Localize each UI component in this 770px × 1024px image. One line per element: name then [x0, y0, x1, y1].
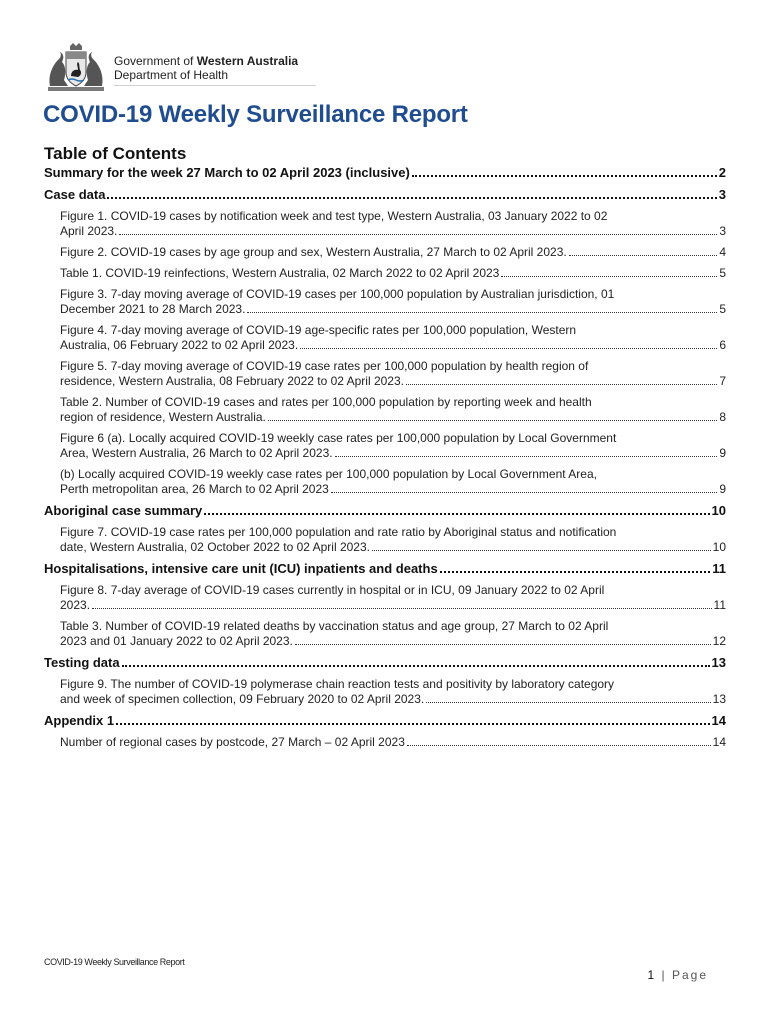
toc-leader-dots: [268, 419, 717, 421]
toc-entry-text: Hospitalisations, intensive care unit (ICU) inpatients and deaths: [44, 561, 438, 576]
toc-page-number: 10: [711, 503, 726, 518]
toc-entry-text-line1: Figure 9. The number of COVID-19 polymerase chain reaction tests and positivity by laboratory category: [60, 677, 615, 691]
toc-section-entry[interactable]: [44, 713, 726, 729]
page-number: 1: [647, 968, 657, 982]
toc-entry-line2: [60, 410, 726, 425]
toc-subentry[interactable]: [44, 395, 726, 425]
page-separator: |: [661, 968, 667, 982]
toc-subentry[interactable]: [44, 359, 726, 389]
toc-leader-dots: [204, 512, 709, 515]
toc-leader-dots: [107, 196, 716, 199]
toc-entry-line2: [60, 598, 726, 613]
toc-entry-line2: [60, 634, 726, 649]
toc-page-number: 8: [719, 410, 726, 424]
toc-page-number: 2: [718, 165, 726, 180]
toc-leader-dots: [116, 722, 709, 725]
toc-leader-dots: [406, 383, 717, 385]
toc-page-number: 14: [711, 713, 726, 728]
toc-subentry[interactable]: [44, 323, 726, 353]
footer-report-name: COVID-19 Weekly Surveillance Report: [44, 957, 185, 967]
department-line: Department of Health: [114, 68, 229, 82]
toc-entry-text-line2: and week of specimen collection, 09 February 2020 to 02 April 2023.: [60, 692, 425, 706]
toc-entry-text-line2: Area, Western Australia, 26 March to 02 April 2023.: [60, 446, 333, 460]
toc-entry-line2: [60, 338, 726, 353]
government-prefix: Government of: [114, 54, 197, 68]
toc-subentry[interactable]: [44, 431, 726, 461]
toc-subentry[interactable]: [44, 619, 726, 649]
toc-entry-text-line1: Figure 5. 7-day moving average of COVID-19 case rates per 100,000 population by health region of: [60, 359, 589, 373]
toc-leader-dots: [300, 347, 717, 349]
toc-entry-text-line1: Figure 4. 7-day moving average of COVID-19 age-specific rates per 100,000 population, Western: [60, 323, 577, 337]
toc-entry-line2: [60, 692, 726, 707]
toc-page-number: 14: [712, 735, 726, 749]
toc-entry-text-line1: Figure 6 (a). Locally acquired COVID-19 weekly case rates per 100,000 population by Local Government: [60, 431, 617, 445]
toc-leader-dots: [501, 275, 717, 277]
toc-subentry[interactable]: [44, 287, 726, 317]
toc-entry-text: Table 1. COVID-19 reinfections, Western Australia, 02 March 2022 to 02 April 2023: [60, 266, 500, 280]
state-name: Western Australia: [196, 54, 299, 68]
header-divider: [114, 85, 316, 86]
toc-entry-line2: [60, 482, 726, 497]
toc-entry-text-line2: 2023.: [60, 598, 91, 612]
government-line: [114, 54, 298, 68]
toc-subentry[interactable]: [44, 266, 726, 281]
toc-page-number: 4: [719, 245, 726, 259]
toc-page-number: 5: [719, 266, 726, 280]
toc-entry-line2: [60, 224, 726, 239]
toc-page-number: 3: [718, 187, 726, 202]
page-header: [44, 40, 298, 96]
toc-leader-dots: [426, 701, 710, 703]
toc-leader-dots: [247, 311, 717, 313]
toc-entry-text-line2: December 2021 to 28 March 2023.: [60, 302, 246, 316]
toc-entry-line2: [60, 446, 726, 461]
toc-page-number: 6: [719, 338, 726, 352]
page-word: Page: [671, 968, 708, 982]
toc-entry-text-line2: Australia, 06 February 2022 to 02 April 2023.: [60, 338, 299, 352]
toc-entry-line2: [60, 540, 726, 555]
toc-leader-dots: [440, 570, 711, 573]
toc-leader-dots: [92, 607, 712, 609]
toc-page-number: 12: [712, 634, 726, 648]
toc-entry-text-line1: Figure 7. COVID-19 case rates per 100,000 population and rate ratio by Aboriginal status and notification: [60, 525, 617, 539]
toc-entry-text: Number of regional cases by postcode, 27 March – 02 April 2023: [60, 735, 405, 749]
toc-subentry[interactable]: [44, 583, 726, 613]
toc-entry-line2: [60, 302, 726, 317]
toc-subentry[interactable]: [44, 209, 726, 239]
toc-leader-dots: [331, 491, 717, 493]
toc-page-number: 7: [719, 374, 726, 388]
toc-leader-dots: [412, 174, 717, 177]
toc-entry-text-line1: Figure 3. 7-day moving average of COVID-19 cases per 100,000 population by Australian jurisdiction, 01: [60, 287, 615, 301]
toc-entry-text: Summary for the week 27 March to 02 April 2023 (inclusive): [44, 165, 410, 180]
toc-leader-dots: [119, 233, 717, 235]
toc-entry-text-line2: residence, Western Australia, 08 February 2022 to 02 April 2023.: [60, 374, 404, 388]
toc-page-number: 3: [719, 224, 726, 238]
toc-section-entry[interactable]: [44, 655, 726, 671]
toc-entry-line2: [60, 374, 726, 389]
toc-page-number: 5: [719, 302, 726, 316]
toc-page-number: 11: [712, 561, 726, 576]
organisation-name: [114, 54, 298, 82]
toc-entry-text-line2: April 2023.: [60, 224, 118, 238]
toc-entry-text-line1: Figure 8. 7-day average of COVID-19 cases currently in hospital or in ICU, 09 January 2022 to 02 April: [60, 583, 605, 597]
wa-coat-of-arms-icon: [44, 42, 108, 94]
report-title: COVID-19 Weekly Surveillance Report: [43, 101, 468, 128]
toc-entry-text-line2: Perth metropolitan area, 26 March to 02 April 2023: [60, 482, 329, 496]
toc-subentry[interactable]: [44, 467, 726, 497]
toc-entry-text-line1: Figure 1. COVID-19 cases by notification week and test type, Western Australia, 03 January 2022 to 02: [60, 209, 608, 223]
toc-subentry[interactable]: [44, 525, 726, 555]
toc-entry-text: Aboriginal case summary: [44, 503, 203, 518]
toc-leader-dots: [569, 254, 718, 256]
toc-leader-dots: [295, 643, 711, 645]
toc-page-number: 9: [719, 482, 726, 496]
toc-entry-text: Appendix 1: [44, 713, 115, 728]
toc-entry-text-line2: region of residence, Western Australia.: [60, 410, 266, 424]
toc-leader-dots: [122, 664, 710, 667]
toc-entry-text: Case data: [44, 187, 106, 202]
toc-entry-text: Testing data: [44, 655, 120, 670]
toc-entry-text: Figure 2. COVID-19 cases by age group and sex, Western Australia, 27 March to 02 April 2023.: [60, 245, 567, 259]
toc-leader-dots: [335, 455, 718, 457]
toc-heading: Table of Contents: [44, 144, 187, 163]
footer-page-number: [647, 968, 708, 982]
toc-leader-dots: [407, 744, 711, 746]
toc-entry-text-line2: 2023 and 01 January 2022 to 02 April 2023.: [60, 634, 293, 648]
toc-section-entry[interactable]: [44, 561, 726, 577]
toc-entry-text-line1: Table 3. Number of COVID-19 related deaths by vaccination status and age group, 27 March to 02 April: [60, 619, 609, 633]
toc-entry-text-line2: date, Western Australia, 02 October 2022 to 02 April 2023.: [60, 540, 370, 554]
toc-subentry[interactable]: [44, 245, 726, 260]
toc-section-entry[interactable]: [44, 165, 726, 181]
toc-section-entry[interactable]: [44, 503, 726, 519]
toc-entry-text-line1: (b) Locally acquired COVID-19 weekly case rates per 100,000 population by Local Government Area,: [60, 467, 597, 481]
toc-page-number: 13: [711, 655, 726, 670]
toc-subentry[interactable]: [44, 677, 726, 707]
toc-page-number: 11: [713, 598, 726, 612]
toc-page-number: 13: [712, 692, 726, 706]
toc-page-number: 10: [712, 540, 726, 554]
toc-entry-text-line1: Table 2. Number of COVID-19 cases and rates per 100,000 population by reporting week and health: [60, 395, 592, 409]
toc-subentry[interactable]: [44, 735, 726, 750]
toc-page-number: 9: [719, 446, 726, 460]
toc-leader-dots: [372, 549, 711, 551]
toc-section-entry[interactable]: [44, 187, 726, 203]
table-of-contents: [44, 165, 726, 750]
